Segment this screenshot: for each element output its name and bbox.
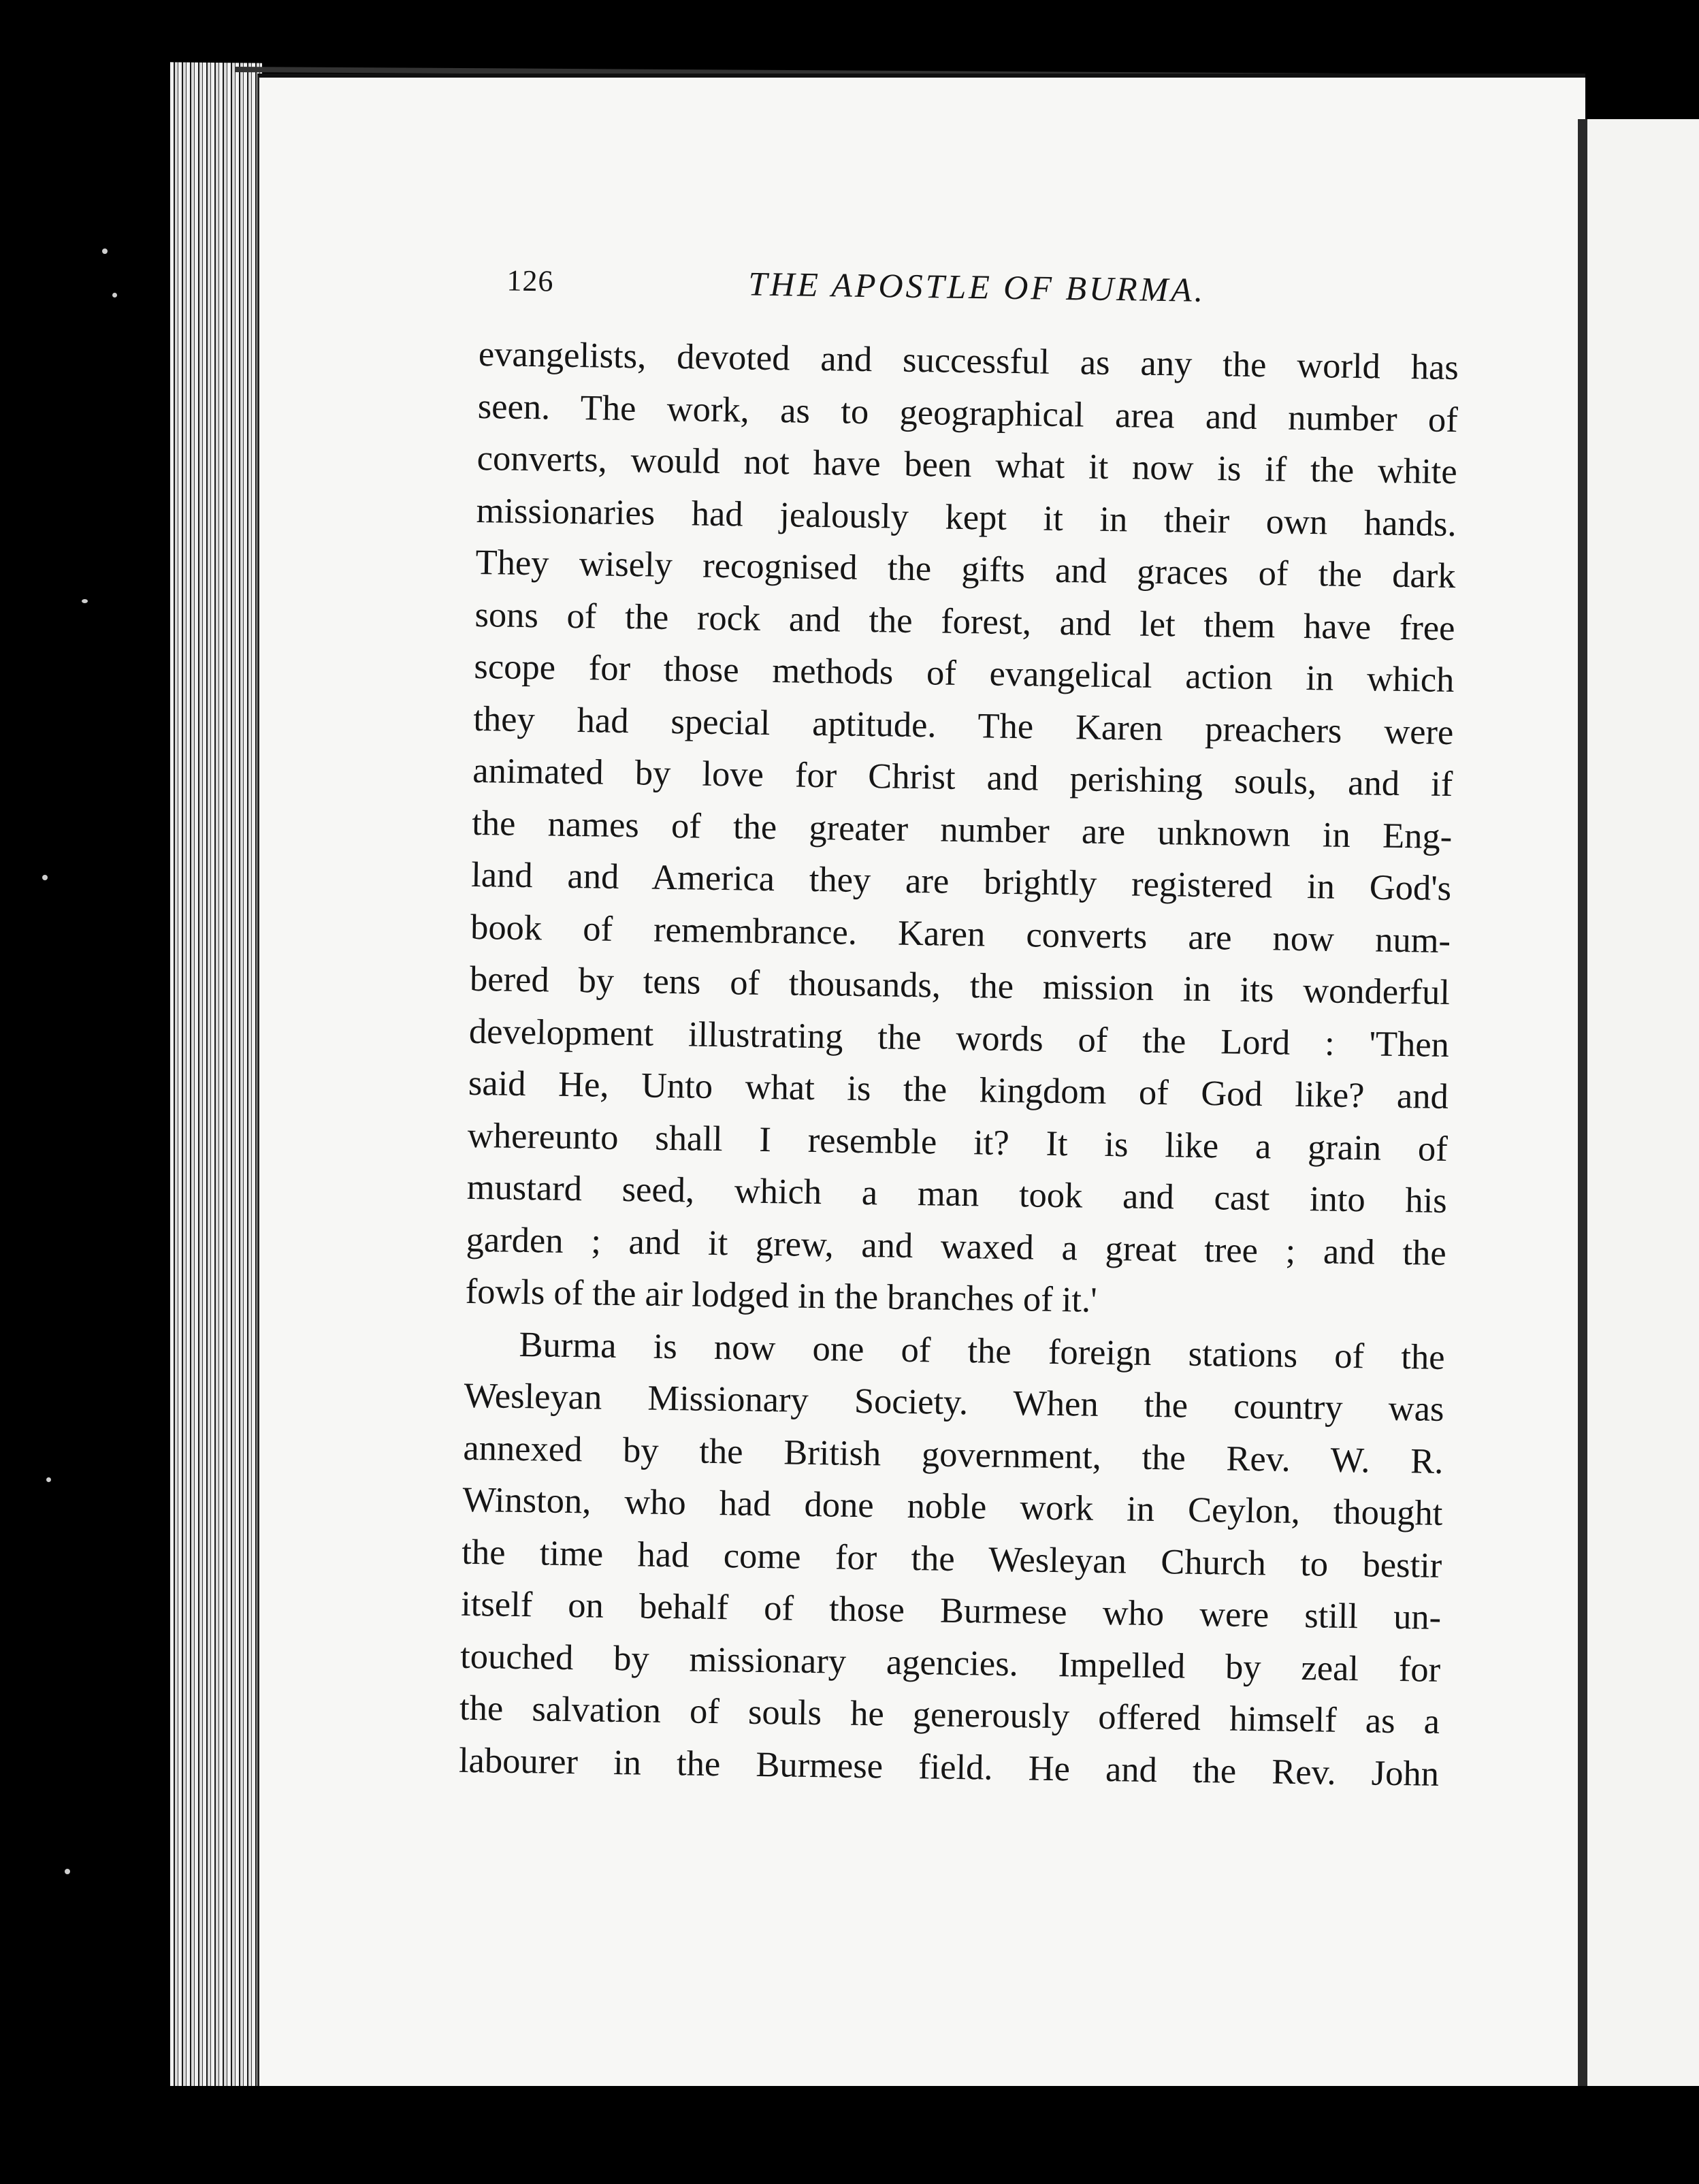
page-number: 126 (506, 263, 554, 298)
scan-bottom-margin (0, 2086, 1699, 2184)
page-edges (170, 62, 262, 2098)
text-line: they had special aptitude. The Karen preachers were (473, 698, 1454, 752)
text-line: whereunto shall I resemble it? It is like a grain of (467, 1115, 1449, 1169)
text-line: scope for those methods of evangelical action in which (474, 646, 1455, 701)
text-line: bered by tens of thousands, the mission in its wonderful (469, 959, 1451, 1012)
text-line: converts, would not have been what it now is if the white (476, 438, 1458, 492)
page-text (459, 253, 1460, 1800)
text-line: land and America they are brightly registered in God's (470, 854, 1452, 909)
text-line: development illustrating the words of the Lord : 'Then (468, 1011, 1450, 1065)
text-line: fowls of the air lodged in the branches of it.' (465, 1271, 1097, 1320)
text-line: book of remembrance. Karen converts are now num- (470, 907, 1451, 961)
text-line: the time had come for the Wesleyan Church to bestir (461, 1532, 1442, 1586)
dust-speck (102, 248, 108, 254)
text-line: evangelists, devoted and successful as any the world has (478, 334, 1459, 388)
paragraph (465, 328, 1459, 1331)
text-line: annexed by the British government, the Rev. W. R. (463, 1428, 1444, 1481)
text-line: itself on behalf of those Burmese who were still un- (460, 1584, 1442, 1637)
dust-speck (42, 875, 48, 880)
text-line: the names of the greater number are unknown in Eng- (471, 803, 1453, 856)
text-line: They wisely recognised the gifts and graces of the dark (475, 542, 1456, 596)
text-line: the salvation of souls he generously offered himself as a (459, 1688, 1440, 1741)
text-line: Wesleyan Missionary Society. When the country was (464, 1375, 1444, 1429)
text-line: said He, Unto what is the kingdom of God like? and (468, 1063, 1449, 1117)
text-line: sons of the rock and the forest, and let them have free (474, 594, 1455, 648)
text-line: missionaries had jealously kept it in their own hands. (476, 490, 1457, 544)
text-line: animated by love for Christ and perishing souls, and if (472, 750, 1453, 805)
facing-page-edge (1578, 119, 1699, 2090)
text-line: Burma is now one of the foreign stations of the (519, 1324, 1445, 1377)
paragraph (459, 1317, 1445, 1800)
running-head (479, 253, 1459, 342)
dust-speck (65, 1869, 70, 1874)
text-line: touched by missionary agencies. Impelled by zeal for (459, 1636, 1441, 1690)
text-line: seen. The work, as to geographical area and number of (477, 386, 1459, 440)
running-head-title: THE APOSTLE OF BURMA. (748, 264, 1206, 309)
dust-speck (112, 293, 117, 298)
text-line: Winston, who had done noble work in Ceylon, thought (462, 1479, 1443, 1533)
dust-speck (46, 1477, 51, 1482)
text-line: labourer in the Burmese field. He and the Rev. John (458, 1740, 1440, 1794)
text-line: garden ; and it grew, and waxed a great tree ; and the (466, 1219, 1447, 1273)
dust-speck (82, 599, 88, 603)
text-line: mustard seed, which a man took and cast into his (466, 1167, 1448, 1221)
